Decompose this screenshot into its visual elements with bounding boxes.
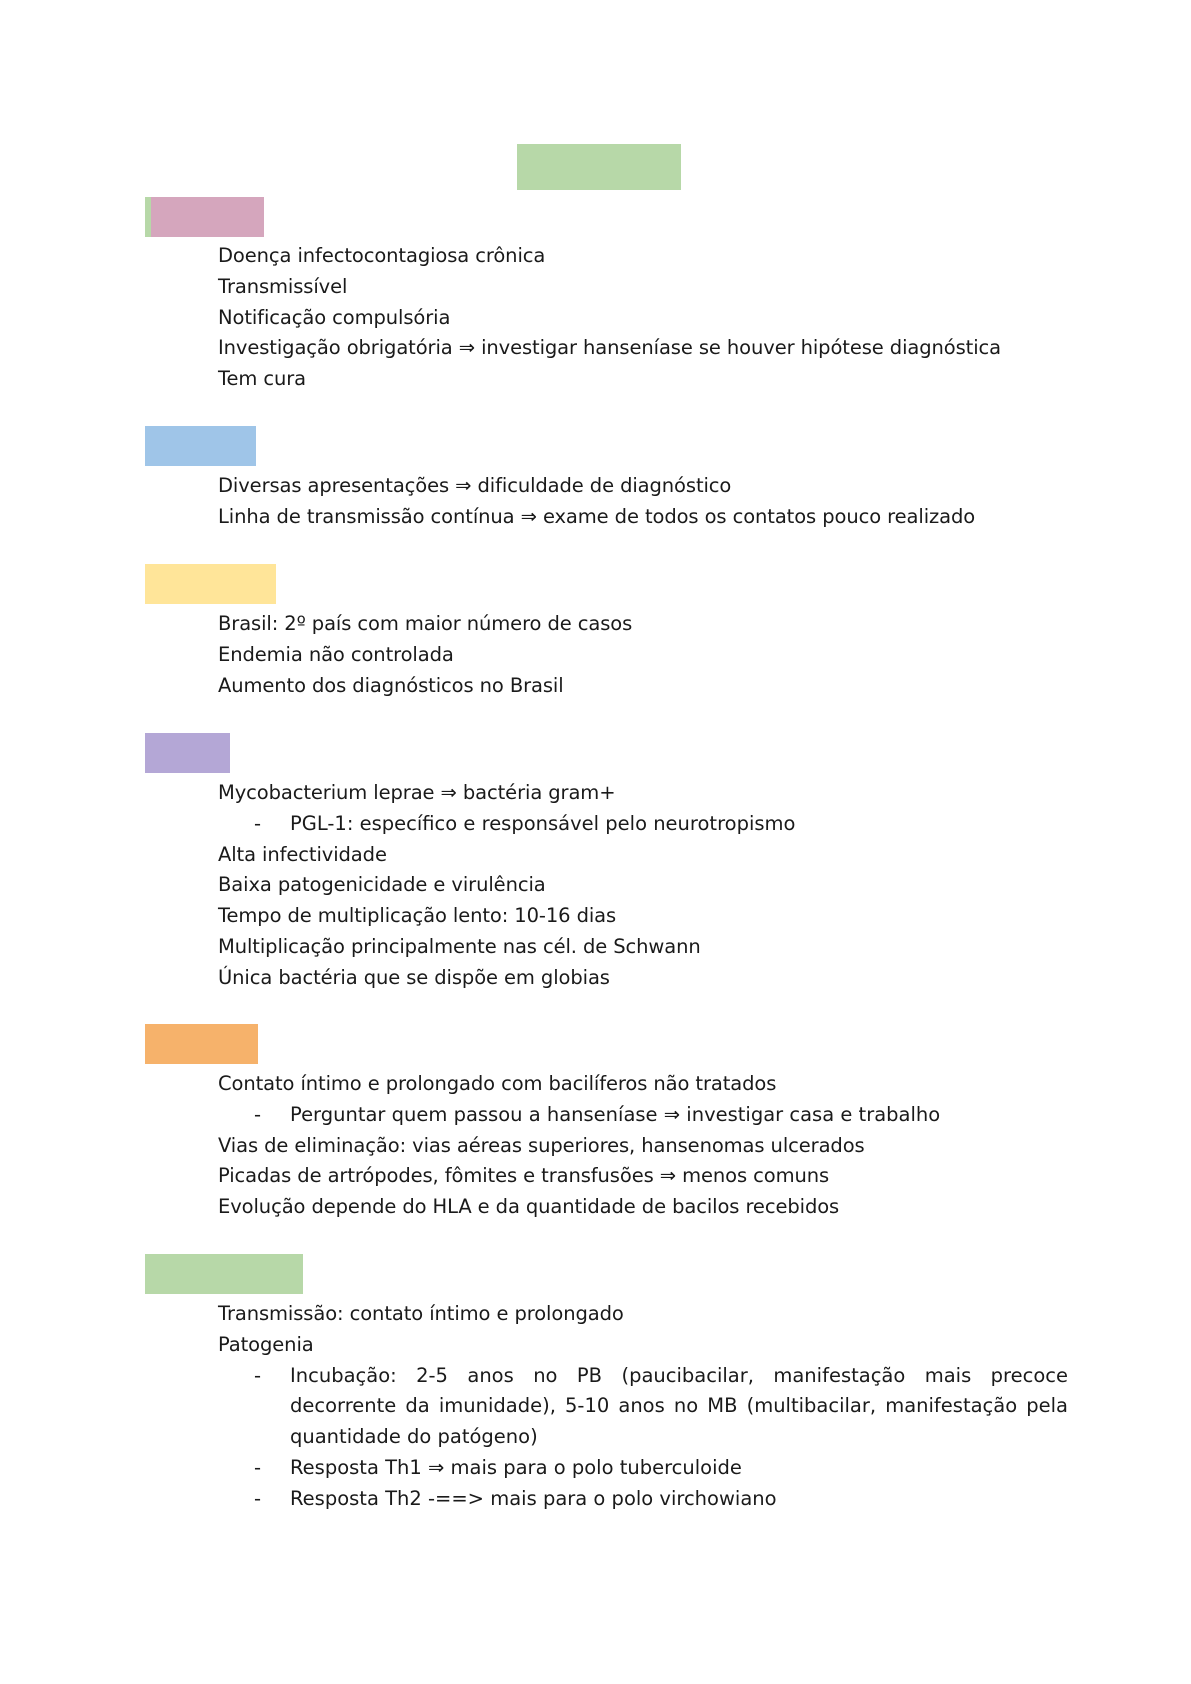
text-line: Patogenia [218, 1332, 314, 1356]
text-line: Linha de transmissão contínua ⇒ exame de todos os contatos pouco realizado [218, 504, 976, 528]
fisiopatologia-highlight-block [145, 1254, 303, 1294]
transmissao-highlight-block [145, 1024, 258, 1064]
definicao-highlight-block [145, 197, 264, 237]
text-line: Tempo de multiplicação lento: 10-16 dias [218, 904, 617, 928]
title-highlight-block [517, 144, 681, 190]
text-line: Vias de eliminação: vias aéreas superiores, hansenomas ulcerados [218, 1133, 865, 1157]
section-agente-etiologico [218, 778, 1068, 994]
section-definicao [218, 241, 1068, 395]
text-line: Notificação compulsória [218, 305, 451, 329]
dash-bullet: - [254, 1455, 262, 1479]
text-line: Transmissível [218, 274, 348, 298]
bullet-text: Incubação: 2-5 anos no PB (paucibacilar, manifestação mais precoce decorrente da imunidade), 5-10 anos no MB (multibacilar, manifestação pela quantidade do patógeno) [290, 1363, 1068, 1449]
text-line: Evolução depende do HLA e da quantidade de bacilos recebidos [218, 1195, 840, 1219]
bullet-item [218, 1484, 1068, 1515]
dash-bullet: - [254, 811, 262, 835]
section-transmissao [218, 1069, 1068, 1223]
epidemiologia-highlight-block [145, 564, 276, 604]
importancia-highlight-block [145, 426, 256, 466]
text-line: Multiplicação principalmente nas cél. de Schwann [218, 934, 701, 958]
text-line: Transmissão: contato íntimo e prolongado [218, 1302, 624, 1325]
bullet-text: Resposta Th1 ⇒ mais para o polo tuberculoide [290, 1455, 742, 1479]
bullet-item [218, 809, 1068, 840]
definicao-green-edge [145, 197, 151, 237]
dash-bullet: - [254, 1486, 262, 1510]
text-line: Endemia não controlada [218, 642, 454, 666]
agente-highlight-block [145, 733, 230, 773]
bullet-text: Resposta Th2 -==> mais para o polo virchowiano [290, 1486, 777, 1510]
dash-bullet: - [254, 1363, 262, 1387]
bullet-item [218, 1361, 1068, 1453]
text-line: Tem cura [218, 367, 307, 391]
dash-bullet: - [254, 1102, 262, 1126]
bullet-item [218, 1453, 1068, 1484]
bullet-item [218, 1100, 1068, 1131]
text-line: Aumento dos diagnósticos no Brasil [218, 673, 564, 697]
text-line: Doença infectocontagiosa crônica [218, 244, 546, 267]
text-line: Picadas de artrópodes, fômites e transfusões ⇒ menos comuns [218, 1164, 830, 1188]
text-line: Investigação obrigatória ⇒ investigar hanseníase se houver hipótese diagnóstica [218, 336, 1001, 360]
text-line: Brasil: 2º país com maior número de casos [218, 612, 633, 635]
section-fisiopatologia [218, 1299, 1068, 1515]
text-line: Diversas apresentações ⇒ dificuldade de diagnóstico [218, 474, 732, 497]
text-line: Única bactéria que se dispõe em globias [218, 965, 610, 989]
section-epidemiologia [218, 609, 1068, 701]
text-line: Baixa patogenicidade e virulência [218, 873, 546, 897]
text-line: Contato íntimo e prolongado com bacilíferos não tratados [218, 1072, 777, 1095]
text-line: Mycobacterium leprae ⇒ bactéria gram+ [218, 781, 616, 804]
section-importancia [218, 471, 1068, 533]
bullet-text: Perguntar quem passou a hanseníase ⇒ investigar casa e trabalho [290, 1102, 941, 1126]
bullet-text: PGL-1: específico e responsável pelo neurotropismo [290, 811, 796, 835]
text-line: Alta infectividade [218, 842, 387, 866]
